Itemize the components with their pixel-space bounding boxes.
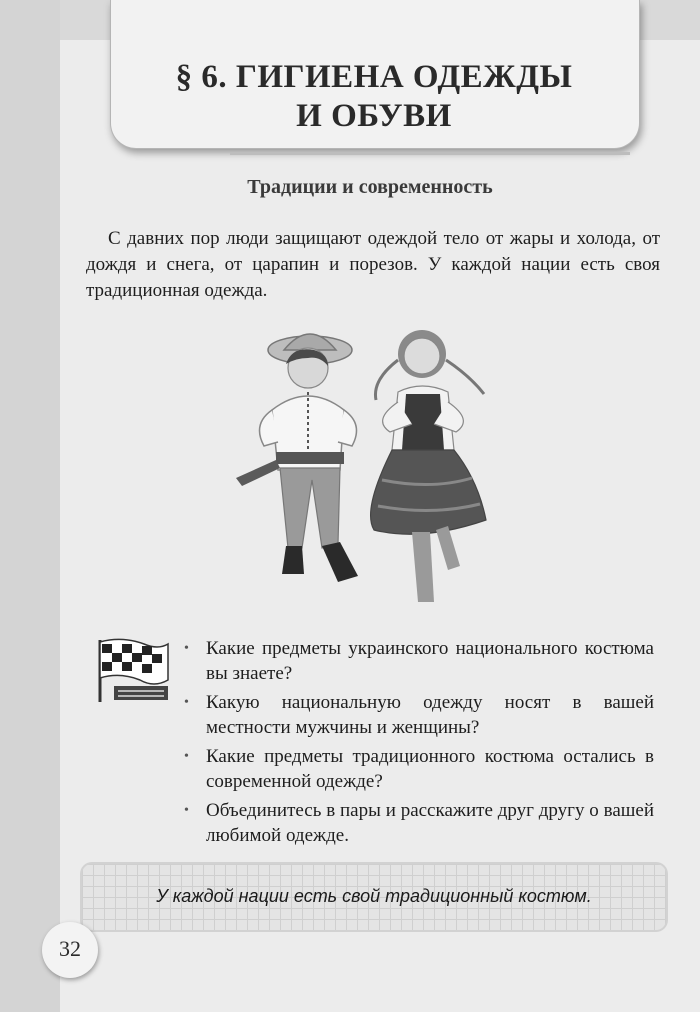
title-line-1: § 6. ГИГИЕНА ОДЕЖДЫ [175, 59, 573, 95]
girl-figure [371, 330, 486, 602]
list-item [180, 744, 654, 794]
page-title [110, 58, 638, 136]
summary-text: У каждой нации есть свой традиционный костюм. [156, 886, 592, 906]
title-line-2: И ОБУВИ [296, 98, 452, 134]
list-item [180, 798, 654, 848]
boy-figure [236, 334, 358, 582]
question-text: Какие предметы традиционного костюма остались в современной одежде? [206, 746, 654, 792]
bullet-icon: • [184, 749, 189, 764]
intro-paragraph: С давних пор люди защищают одеждой тело от жары и холода, от дождя и снега, от царапин и порезов. У каждой нации есть своя традиционная одежда. [86, 228, 660, 301]
folk-dancers-illustration [222, 320, 512, 620]
list-item [180, 636, 654, 686]
divider [230, 152, 630, 155]
question-text: Какие предметы украинского национального костюма вы знаете? [206, 638, 654, 684]
checkered-flag-icon [92, 636, 172, 704]
question-text: Какую национальную одежду носят в вашей местности мужчины и женщины? [206, 692, 654, 738]
question-text: Объединитесь в пары и расскажите друг другу о вашей любимой одежде. [206, 800, 654, 846]
question-list [180, 636, 654, 852]
bullet-icon: • [184, 803, 189, 818]
page-number: 32 [59, 936, 81, 961]
section-subtitle: Традиции и современность [247, 176, 493, 198]
bullet-icon: • [184, 641, 189, 656]
list-item [180, 690, 654, 740]
bullet-icon: • [184, 695, 189, 710]
page-edge [0, 0, 60, 1012]
